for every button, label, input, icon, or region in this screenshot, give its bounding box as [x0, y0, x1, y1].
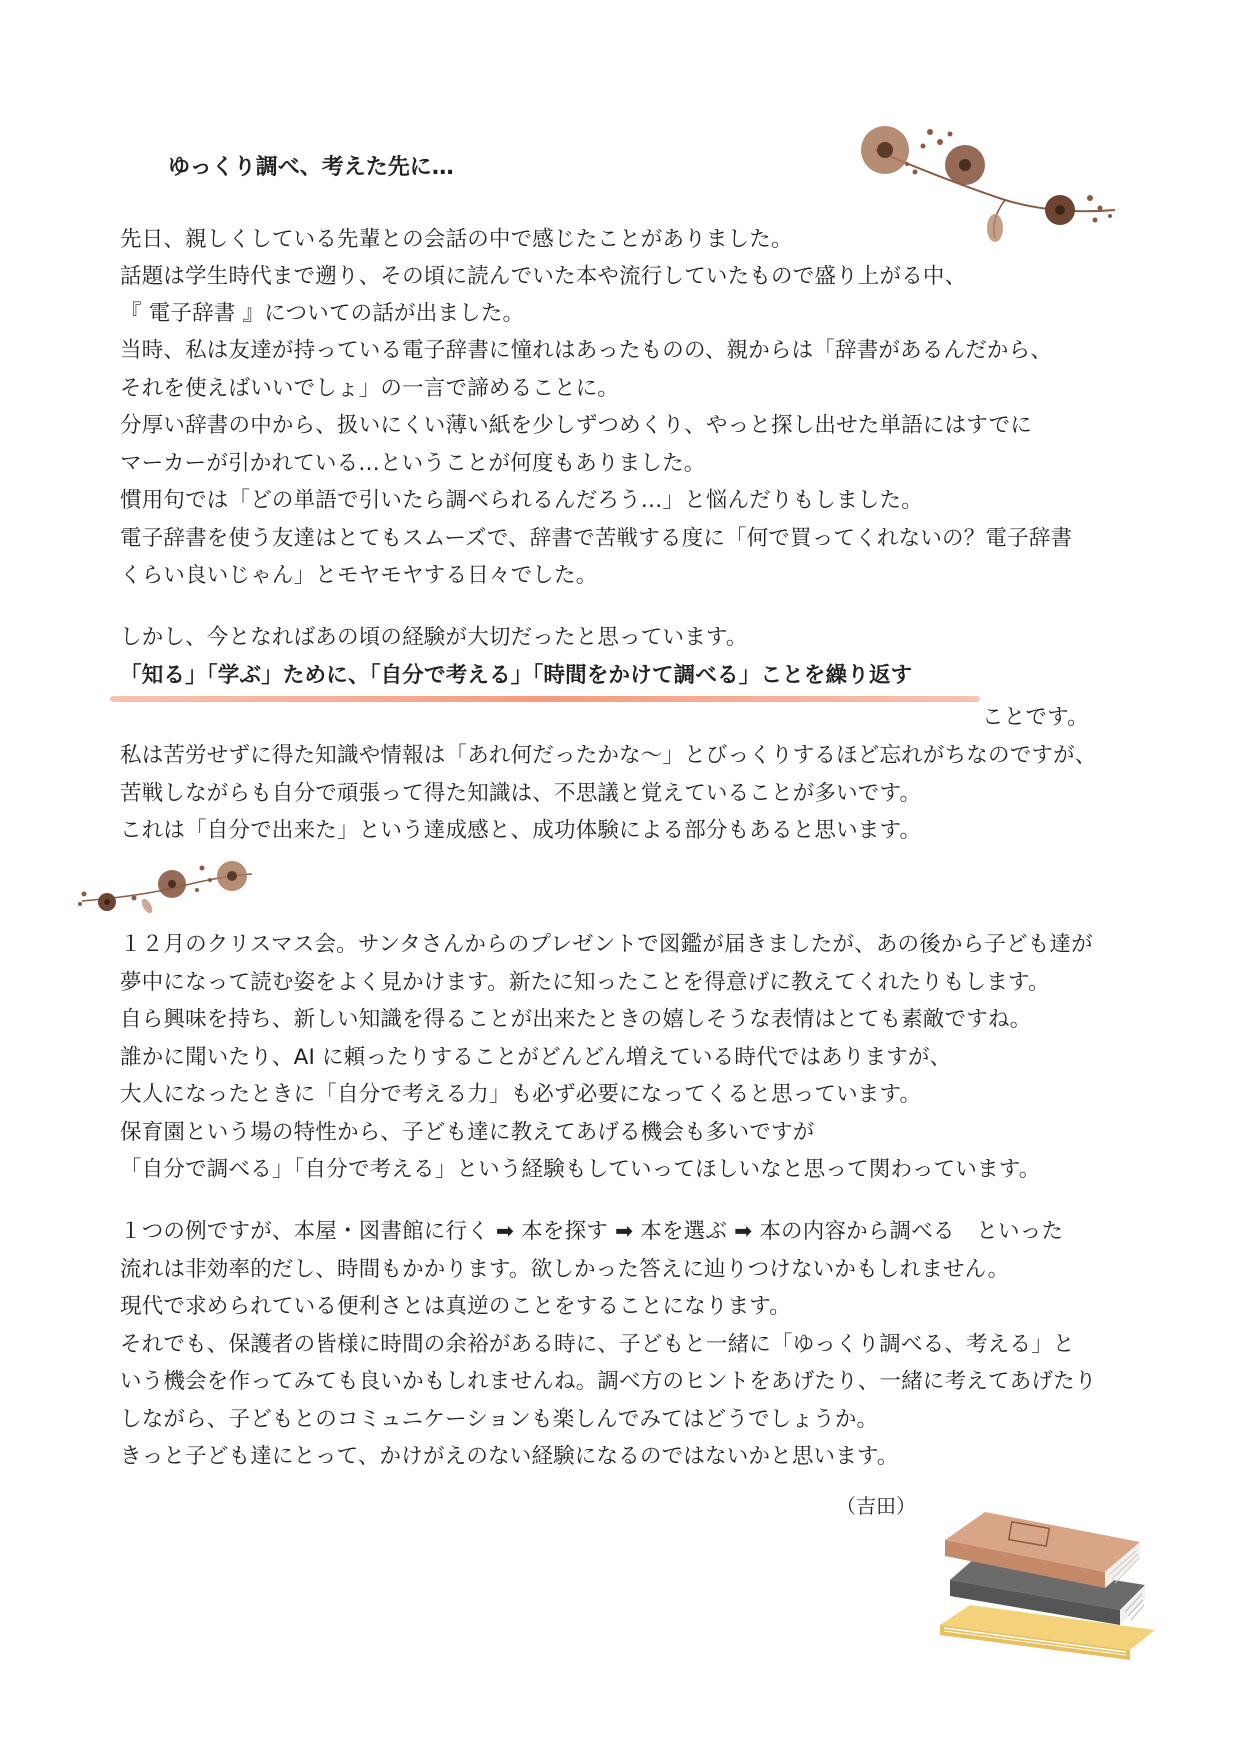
flower-branch-middle-icon [72, 856, 262, 916]
paragraph-line: いう機会を作ってみても良いかもしれませんね。調べ方のヒントをあげたり、一緒に考えてあげたり [120, 1369, 1097, 1394]
paragraph-line: 夢中になって読む姿をよく見かけます。新たに知ったことを得意げに教えてくれたりもします。 [120, 970, 1050, 995]
emphasis-line: 「知る」「学ぶ」ために、「自分で考える」「時間をかけて調べる」ことを繰り返す [120, 663, 913, 688]
paragraph-line: 話題は学生時代まで遡り、その頃に読んでいた本や流行していたもので盛り上がる中、 [120, 264, 967, 289]
paragraph-line: 当時、私は友達が持っている電子辞書に憧れはあったものの、親からは「辞書があるんだから、 [120, 338, 1053, 363]
paragraph-line: きっと子ども達にとって、かけがえのない経験になるのではないかと思います。 [120, 1444, 899, 1469]
paragraph-line: 自ら興味を持ち、新しい知識を得ることが出来たときの嬉しそうな表情はとても素敵ですね。 [120, 1007, 1032, 1032]
paragraph-line: 先日、親しくしている先輩との会話の中で感じたことがありました。 [120, 227, 793, 252]
paragraph-line: それでも、保護者の皆様に時間の余裕がある時に、子どもと一緒に「ゆっくり調べる、考える」と [120, 1332, 1075, 1357]
paragraph-line: しかし、今となればあの頃の経験が大切だったと思っています。 [120, 625, 748, 650]
paragraph-line: 流れは非効率的だし、時間もかかります。欲しかった答えに辿りつけないかもしれません。 [120, 1257, 1010, 1282]
paragraph-line: 苦戦しながらも自分で頑張って得た知識は、不思議と覚えていることが多いです。 [120, 781, 922, 806]
paragraph-line: しながら、子どもとのコミュニケーションも楽しんでみてはどうでしょうか。 [120, 1407, 879, 1432]
paragraph-line: それを使えばいいでしょ」の一言で諦めることに。 [120, 376, 620, 401]
paragraph-line: 『 電子辞書 』についての話が出ました。 [120, 301, 525, 326]
page-title: ゆっくり調べ、考えた先に… [168, 155, 454, 180]
paragraph-line: 「自分で調べる」「自分で考える」という経験もしていってほしいなと思って関わっています。 [120, 1157, 1041, 1182]
paragraph-line: 私は苦労せずに得た知識や情報は「あれ何だったかな～」とびっくりするほど忘れがちなのですが、 [120, 743, 1097, 768]
book-stack-icon [930, 1500, 1170, 1670]
flower-branch-top-icon [855, 120, 1135, 250]
paragraph-line: 保育園という場の特性から、子ども達に教えてあげる機会も多いですが [120, 1120, 815, 1145]
paragraph-line: マーカーが引かれている…ということが何度もありました。 [120, 451, 706, 476]
paragraph-line: １つの例ですが、本屋・図書館に行く ➡ 本を探す ➡ 本を選ぶ ➡ 本の内容から調べる といった [120, 1219, 1064, 1244]
paragraph-line: ことです。 [982, 705, 1089, 730]
paragraph-line: 誰かに聞いたり、AI に頼ったりすることがどんどん増えている時代ではありますが、 [120, 1045, 952, 1070]
highlight-underline [110, 696, 980, 702]
paragraph-line: くらい良いじゃん」とモヤモヤする日々でした。 [120, 563, 598, 588]
paragraph-line: 分厚い辞書の中から、扱いにくい薄い紙を少しずつめくり、やっと探し出せた単語にはすでに [120, 413, 1033, 438]
paragraph-line: １２月のクリスマス会。サンタさんからのプレゼントで図鑑が届きましたが、あの後から子ども達が [120, 932, 1093, 957]
paragraph-line: これは「自分で出来た」という達成感と、成功体験による部分もあると思います。 [120, 818, 922, 843]
paragraph-line: 慣用句では「どの単語で引いたら調べられるんだろう…」と悩んだりもしました。 [120, 488, 923, 513]
paragraph-line: 大人になったときに「自分で考える力」も必ず必要になってくると思っています。 [120, 1082, 922, 1107]
signature: （吉田） [836, 1494, 916, 1518]
paragraph-line: 現代で求められている便利さとは真逆のことをすることになります。 [120, 1294, 791, 1319]
paragraph-line: 電子辞書を使う友達はとてもスムーズで、辞書で苦戦する度に「何で買ってくれないの？電子辞書 [120, 526, 1073, 551]
